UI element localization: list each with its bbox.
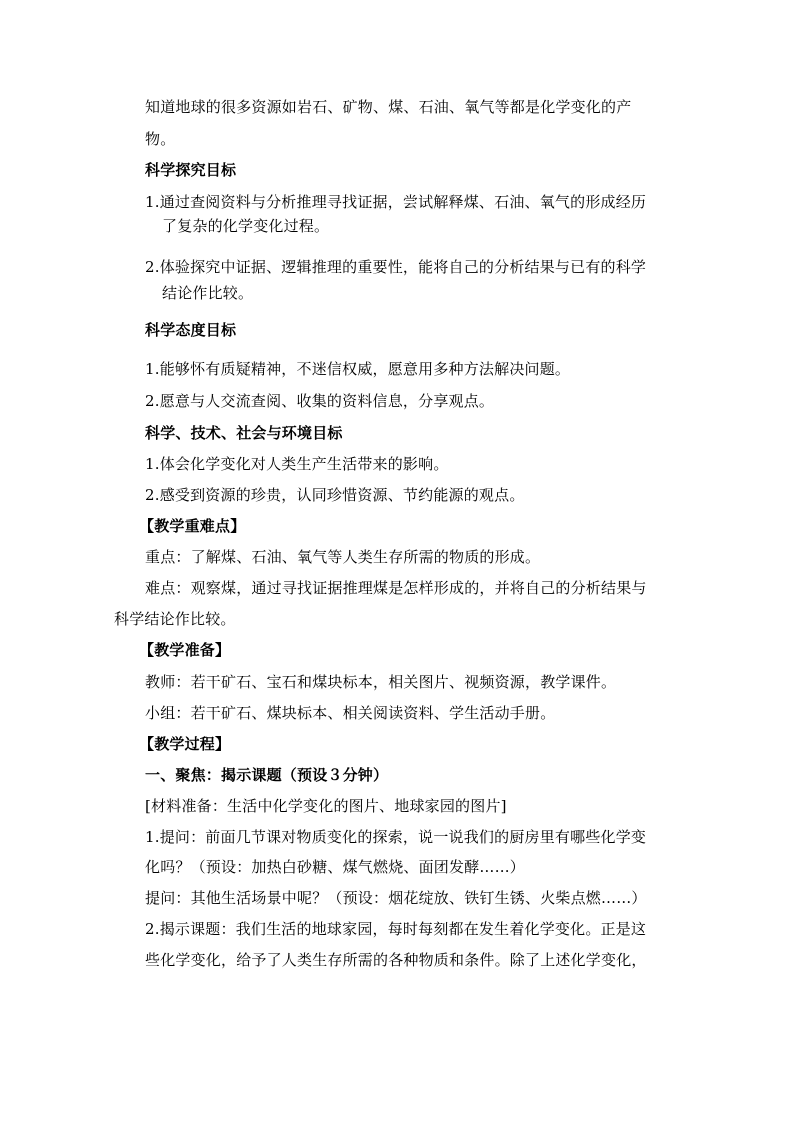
attitude-goal-2: 2.愿意与人交流查阅、收集的资料信息，分享观点。 (145, 392, 495, 410)
heading-teaching-process: 【教学过程】 (139, 735, 231, 753)
reveal-topic-line-1: 2.揭示课题：我们生活的地球家园，每时每刻都在发生着化学变化。正是这 (145, 920, 647, 938)
question-1-line-2: 化吗？（预设：加热白砂糖、煤气燃烧、面团发酵……） (145, 858, 526, 876)
heading-attitude-goals: 科学态度目标 (145, 321, 237, 339)
reveal-topic-line-2: 些化学变化，给予了人类生存所需的各种物质和条件。除了上述化学变化， (145, 951, 647, 969)
sts-goal-2: 2.感受到资源的珍贵，认同珍惜资源、节约能源的观点。 (145, 486, 525, 504)
difficult-point-line-2: 科学结论作比较。 (114, 610, 236, 628)
inquiry-goal-2-line-2: 结论作比较。 (162, 284, 254, 302)
intro-line-1: 知道地球的很多资源如岩石、矿物、煤、石油、氧气等都是化学变化的产 (145, 98, 632, 116)
sts-goal-1: 1.体会化学变化对人类生产生活带来的影响。 (145, 455, 449, 473)
question-1-line-1: 1.提问：前面几节课对物质变化的探索，说一说我们的厨房里有哪些化学变 (145, 828, 647, 846)
step-1-title: 一、聚焦：揭示课题（预设３分钟） (145, 766, 389, 784)
heading-sts-goals: 科学、技术、社会与环境目标 (145, 424, 343, 442)
difficult-point-line-1: 难点：观察煤，通过寻找证据推理煤是怎样形成的，并将自己的分析结果与 (145, 579, 647, 597)
question-2: 提问：其他生活场景中呢？（预设：烟花绽放、铁钉生锈、火柴点燃……） (145, 889, 647, 907)
inquiry-goal-2-line-1: 2.体验探究中证据、逻辑推理的重要性，能将自己的分析结果与已有的科学 (145, 258, 647, 276)
heading-key-difficult-points: 【教学重难点】 (139, 517, 246, 535)
heading-teaching-preparation: 【教学准备】 (139, 641, 231, 659)
prep-group: 小组：若干矿石、煤块标本、相关阅读资料、学生活动手册。 (145, 704, 556, 722)
intro-line-2: 物。 (145, 130, 176, 148)
heading-inquiry-goals: 科学探究目标 (145, 161, 237, 179)
inquiry-goal-1-line-1: 1.通过查阅资料与分析推理寻找证据，尝试解释煤、石油、氧气的形成经历 (145, 193, 647, 211)
key-point: 重点：了解煤、石油、氧气等人类生存所需的物质的形成。 (145, 548, 541, 566)
attitude-goal-1: 1.能够怀有质疑精神，不迷信权威，愿意用多种方法解决问题。 (145, 360, 571, 378)
prep-teacher: 教师：若干矿石、宝石和煤块标本，相关图片、视频资源，教学课件。 (145, 673, 617, 691)
materials-note: [材料准备：生活中化学变化的图片、地球家园的图片] (145, 797, 507, 815)
inquiry-goal-1-line-2: 了复杂的化学变化过程。 (162, 217, 330, 235)
